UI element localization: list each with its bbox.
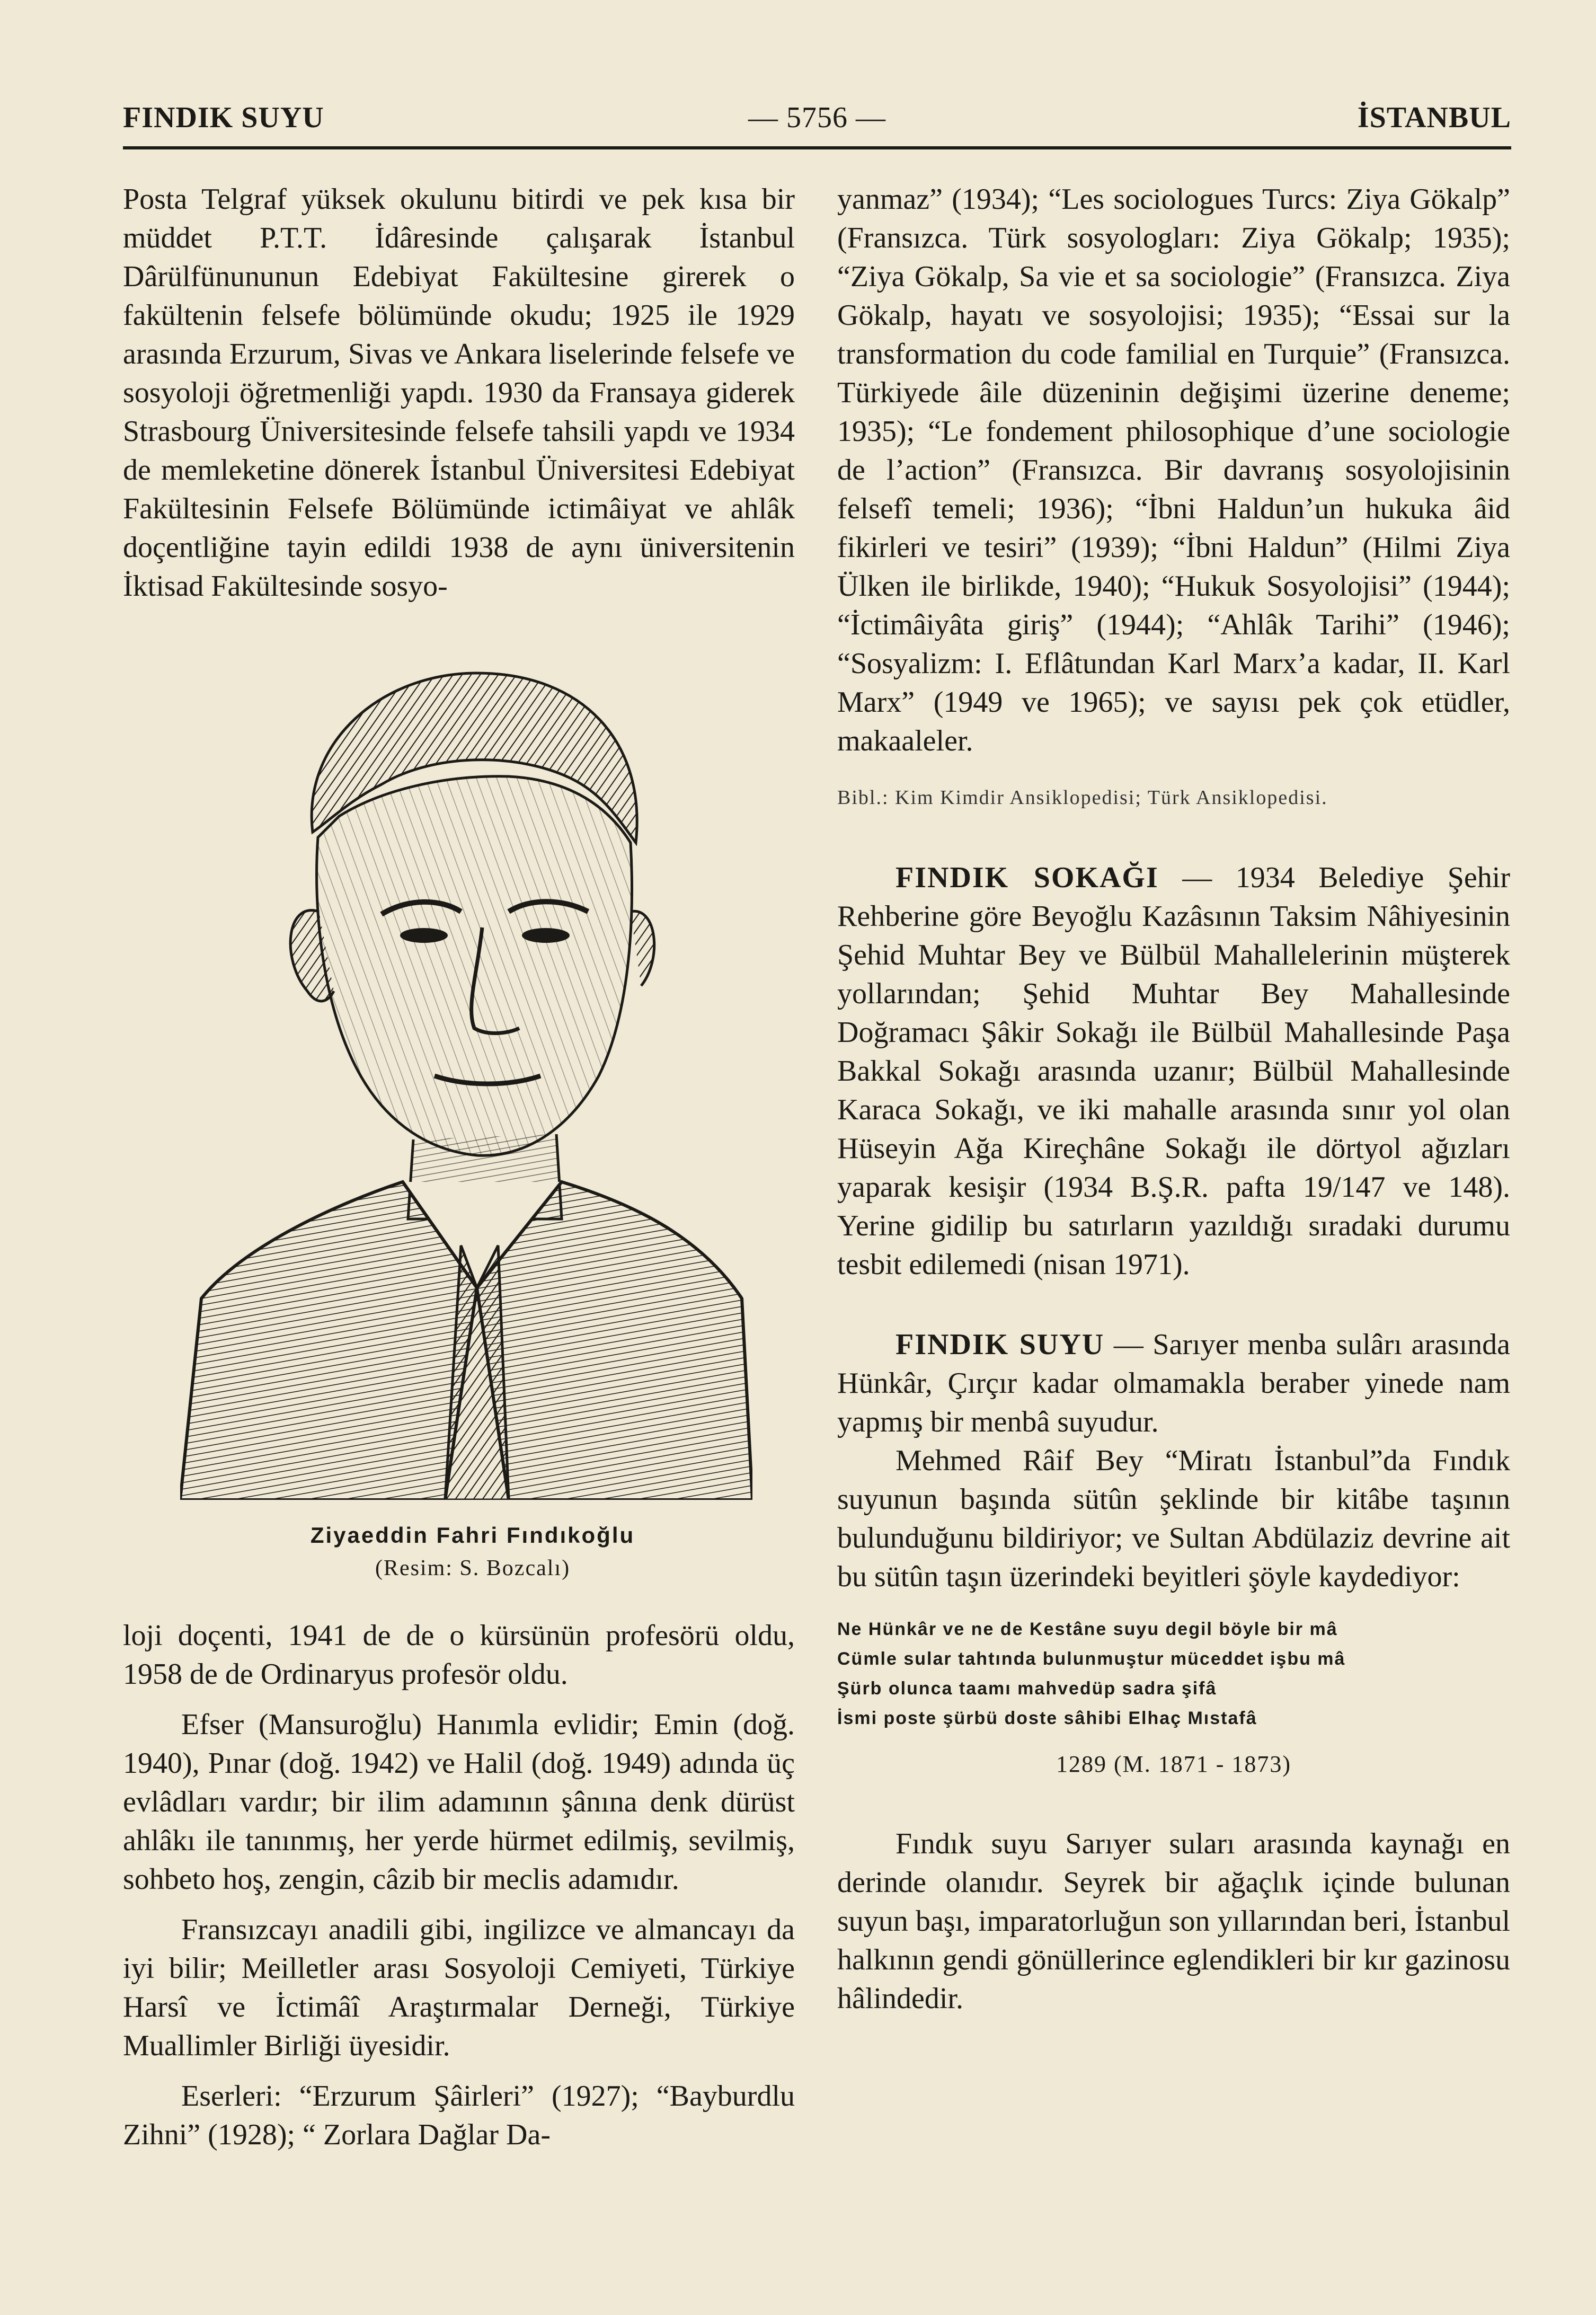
entry-text: — 1934 Belediye Şehir Rehberine göre Beyoğlu Kazâsının Taksim Nâhiyesinin Şehid Muhtar Bey ve Bülbül Mahallelerinin müşterek yollarından; Şehid Muhtar Bey Mahallesinde Doğramacı Şâkir Sokağı ile Bülbül Mahallesinde Paşa Bakkal Sokağı arasında uzanır; Bülbül Mahallesinde Karaca Sokağı, ve iki mahalle arasında sınır yol olan Hüseyin Ağa Kireçhâne Sokağı ile dörtyol ağızları yaparak kesişir (1934 B.Ş.R. pafta 19/147 ve 148). Yerine gidilip bu satırların yazıldığı sıradaki durumu tesbit edilemedi (nisan 1971). xyxy=(837,861,1510,1281)
paragraph: Fındık suyu Sarıyer suları arasında kaynağı en derinde olanıdır. Seyrek bir ağaçlık içinde bulunan suyun başı, imparatorluğun son yıllarından beri, İstanbul halkının gendi gönüllerince eglendikleri bir kır gazinosu hâlindedir. xyxy=(837,1827,1510,2015)
verse-line: Şürb olunca taamı mahvedüp sadra şifâ xyxy=(837,1678,1217,1699)
right-column xyxy=(837,180,1510,2018)
inscription-date: 1289 (M. 1871 - 1873) xyxy=(1056,1751,1292,1777)
entry-findik-sokagi xyxy=(837,859,1510,1284)
portrait-engraving xyxy=(180,662,752,1500)
paragraph: Eserleri: “Erzurum Şâirleri” (1927); “Bayburdlu Zihni” (1928); “ Zorlara Dağlar Da- xyxy=(123,2080,795,2151)
entry-headword: FINDIK SUYU xyxy=(895,1328,1105,1361)
page-number: — 5756 — xyxy=(748,101,886,134)
caption-credit: (Resim: S. Bozcalı) xyxy=(375,1556,571,1580)
paragraph: Mehmed Râif Bey “Miratı İstanbul”da Fındık suyunun başında sütûn şeklinde bir kitâbe taşının bulunduğunu bildiriyor; ve Sultan Abdülaziz devrine ait bu sütûn taşın üzerindeki beyitleri şöyle kaydediyor: xyxy=(837,1444,1510,1593)
left-column-top xyxy=(123,180,795,606)
verse-line: Ne Hünkâr ve ne de Kestâne suyu degil böyle bir mâ xyxy=(837,1619,1338,1639)
inscription-verse xyxy=(837,1614,1510,1733)
header-right: İSTANBUL xyxy=(1357,101,1511,134)
bibliography: Bibl.: Kim Kimdir Ansiklopedisi; Türk Ansiklopedisi. xyxy=(837,787,1328,809)
paragraph: Posta Telgraf yüksek okulunu bitirdi ve pek kısa bir müddet P.T.T. İdâresinde çalışarak İstanbul Dârülfünununun Edebiyat Fakültesine girerek o fakültenin felsefe bölümünde okudu; 1925 ile 1929 arasında Erzurum, Sivas ve Ankara liselerinde felsefe ve sosyoloji öğretmenliği yapdı. 1930 da Fransaya giderek Strasbourg Üniversitesinde felsefe tahsili yapdı ve 1934 de memleketine dönerek İstanbul Üniversitesi Edebiyat Fakültesinin Felsefe Bölümünde ictimâiyat ve ahlâk doçentliğine tayin edildi 1938 de aynı üniversitenin İktisad Fakültesinde sosyo- xyxy=(123,183,795,603)
caption-name: Ziyaeddin Fahri Fındıkoğlu xyxy=(310,1523,635,1548)
entry-headword: FINDIK SOKAĞI xyxy=(895,861,1159,894)
portrait-caption xyxy=(123,1519,822,1585)
paragraph: Efser (Mansuroğlu) Hanımla evlidir; Emin (doğ. 1940), Pınar (doğ. 1942) ve Halil (doğ. 1949) adında üç evlâdları vardır; bir ilim adamının şânına denk dürüst ahlâkı ile tanınmış, her yerde hürmet edilmiş, sevilmiş, sohbeto hoş, zengin, câzib bir meclis adamıdır. xyxy=(123,1708,795,1896)
paragraph: yanmaz” (1934); “Les sociologues Turcs: Ziya Gökalp” (Fransızca. Türk sosyologları: Ziya Gökalp; 1935); “Ziya Gökalp, Sa vie et sa sociologie” (Fransızca. Ziya Gökalp, hayatı ve sosyolojisi; 1935); “Essai sur la transformation du code familial en Turquie” (Fransızca. Türkiyede âile düzeninin değişimi üzerine deneme; 1935); “Le fondement philosophique d’une sociologie de l’action” (Fransızca. Bir davranış sosyolojisinin felsefî temeli; 1936); “İbni Haldun’un hukuka âid fikirleri ve tesiri” (1939); “İbni Haldun” (Hilmi Ziya Ülken ile birlikde, 1940); “Hukuk Sosyolojisi” (1944); “İctimâiyâta giriş” (1944); “Ahlâk Tarihi” (1946); “Sosyalizm: I. Eflâtundan Karl Marx’a kadar, II. Karl Marx” (1949 ve 1965); ve sayısı pek çok etüdler, makaaleler. xyxy=(837,183,1510,757)
entry-text: — Sarıyer menba sulârı arasında Hünkâr, Çırçır kadar olmamakla beraber yinede nam yapmış bir menbâ suyudur. xyxy=(837,1328,1511,1438)
left-column-bottom xyxy=(123,1616,795,2154)
entry-findik-suyu xyxy=(837,1326,1510,1442)
verse-line: İsmi poste şürbü doste sâhibi Elhaç Mıstafâ xyxy=(837,1708,1257,1728)
paragraph: loji doçenti, 1941 de de o kürsünün profesörü oldu, 1958 de de Ordinaryus profesör oldu. xyxy=(123,1619,795,1691)
paragraph: Fransızcayı anadili gibi, ingilizce ve almancayı da iyi bilir; Meilletler arası Sosyoloji Cemiyeti, Türkiye Harsî ve İctimâî Araştırmalar Derneği, Türkiye Muallimler Birliği üyesidir. xyxy=(123,1913,795,2062)
header-left: FINDIK SUYU xyxy=(123,101,324,134)
header-rule xyxy=(123,146,1511,149)
verse-line: Cümle sular tahtında bulunmuştur müceddet işbu mâ xyxy=(837,1649,1346,1669)
running-header xyxy=(123,101,1511,148)
